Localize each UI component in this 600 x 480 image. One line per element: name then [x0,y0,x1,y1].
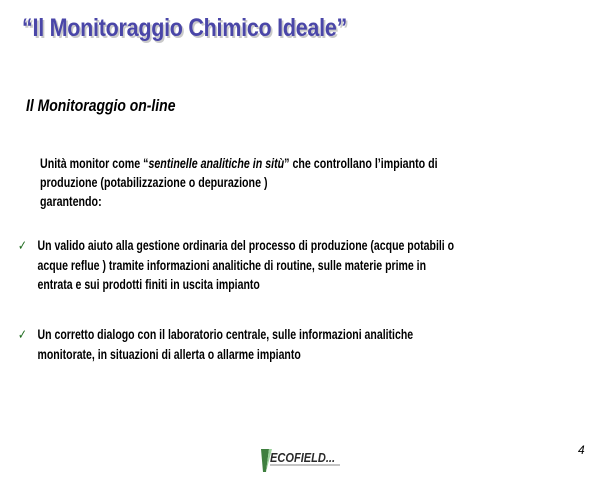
intro-line-2: produzione (potabilizzazione o depurazione ) [40,175,268,190]
bullet-item-2 [18,325,580,364]
intro-line-1 [40,154,546,173]
check-icon: ✓ [18,238,27,253]
logo-text: ECOFIELD... [270,450,336,465]
bullet-1-line-1: Un valido aiuto alla gestione ordinaria del processo di produzione (acque potabili o [37,238,455,253]
slide-subtitle: Il Monitoraggio on-line [26,96,176,115]
intro-emphasis: sentinelle analitiche in sitù [148,156,285,171]
intro-paragraph [40,154,546,211]
bullet-2-line-1: Un corretto dialogo con il laboratorio centrale, sulle informazioni analitiche [37,327,414,342]
check-icon: ✓ [18,327,27,342]
intro-text-start: Unità monitor come “ [40,156,149,171]
slide-title: “Il Monitoraggio Chimico Ideale” [22,14,348,42]
bullet-1-line-2: acque reflue ) tramite informazioni analitiche di routine, sulle materie prime in [37,257,427,273]
bullet-2-line-2: monitorate, in situazioni di allerta o allarme impianto [37,346,301,362]
bullet-1-line-3: entrata e sui prodotti finiti in uscita impianto [37,277,260,292]
intro-text-end: ” che controllano l’impianto di [284,156,438,171]
page-number: 4 [578,443,585,457]
intro-line-3: garantendo: [40,194,102,209]
ecofield-logo [258,446,348,474]
bullet-item-1 [18,236,580,295]
